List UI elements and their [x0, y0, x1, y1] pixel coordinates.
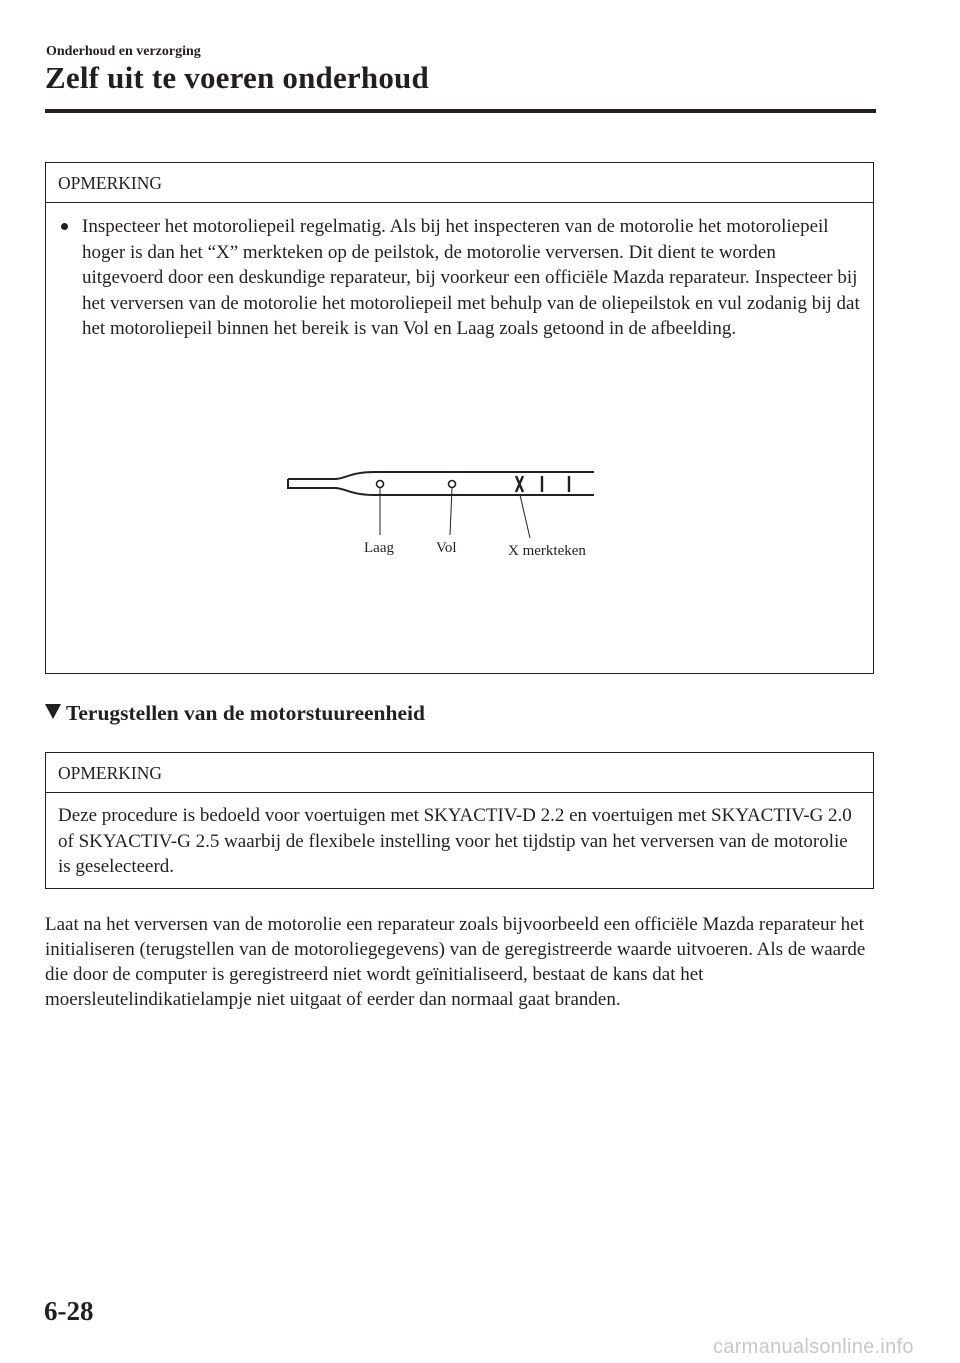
note-box-oil-level [45, 162, 874, 674]
label-low: Laag [364, 540, 394, 556]
note-heading: OPMERKING [46, 753, 873, 793]
note-heading: OPMERKING [46, 163, 873, 203]
x-leader-line [520, 495, 530, 538]
note-text: Deze procedure is bedoeld voor voertuigen met SKYACTIV-D 2.2 en voertuigen met SKYACTIV-G 2.0 of SKYACTIV-G 2.5 waarbij de flexibele instelling voor het tijdstip van het verversen van de motorolie is geselecteerd. [58, 805, 852, 877]
page-number: 6-28 [44, 1296, 94, 1326]
dipstick-figure [280, 455, 620, 570]
full-mark-icon [449, 481, 456, 488]
dipstick-lower-edge [288, 479, 594, 495]
page-title: Zelf uit te voeren onderhoud [45, 60, 429, 95]
low-mark-icon [377, 481, 384, 488]
dipstick-upper-edge [288, 472, 594, 479]
label-x-mark: X merkteken [508, 543, 586, 559]
section-label: Onderhoud en verzorging [46, 44, 201, 59]
note-box-procedure [45, 752, 874, 889]
triangle-down-icon [45, 704, 61, 719]
label-full: Vol [436, 540, 457, 556]
section-heading [45, 701, 425, 726]
title-divider [45, 109, 876, 113]
body-paragraph: Laat na het verversen van de motorolie een reparateur zoals bijvoorbeeld een officiële Mazda reparateur het initialiseren (terugstellen van de motoroliegegevens) van de geregistreerde waarde uitvoeren. Als de waarde die door de computer is geregistreerd niet wordt geïnitialiseerd, bestaat de kans dat het moersleutelindikatielampje niet uitgaat of eerder dan normaal gaat branden. [45, 914, 866, 1010]
x-mark-icon [516, 476, 523, 492]
note-bullet [46, 203, 873, 342]
dipstick-illustration [280, 455, 620, 565]
note-bullet-text: Inspecteer het motoroliepeil regelmatig. Als bij het inspecteren van de motorolie het motoroliepeil hoger is dan het “X” merkteken op de peilstok, de motorolie verversen. Dit dient te worden uitgevoerd door een deskundige reparateur, bij voorkeur een officiële Mazda reparateur. Inspecteer bij het verversen van de motorolie het motoroliepeil met behulp van de oliepeilstok en vul zodanig bij dat het motoroliepeil binnen het bereik is van Vol en Laag zoals getoond in de afbeelding. [82, 216, 860, 339]
section-heading-text: Terugstellen van de motorstuureenheid [66, 701, 425, 725]
watermark: carmanualsonline.info [713, 1336, 914, 1358]
bullet-icon [61, 223, 68, 230]
